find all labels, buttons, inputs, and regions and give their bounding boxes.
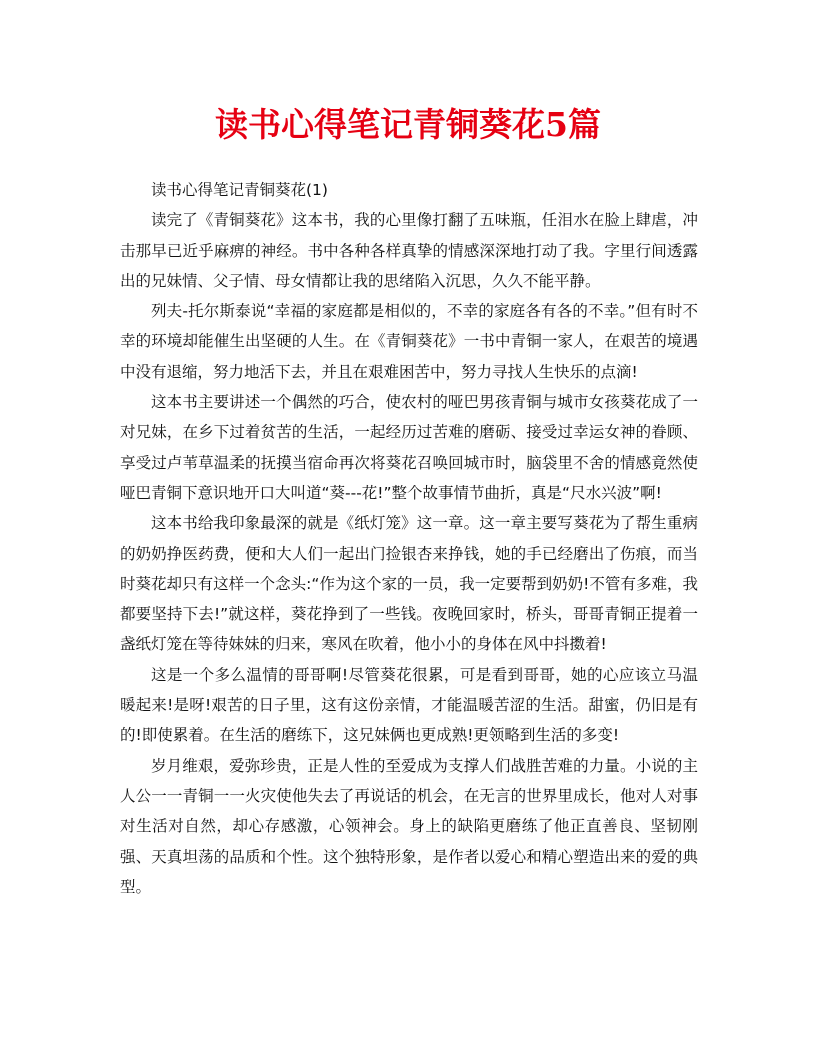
- document-body: [120, 175, 698, 902]
- paragraph-2: 列夫-托尔斯泰说“幸福的家庭都是相似的，不幸的家庭各有各的不幸。”但有时不幸的环境却能催生出坚硬的人生。在《青铜葵花》一书中青铜一家人，在艰苦的境遇中没有退缩，努力地活下去，并且在艰难困苦中，努力寻找人生快乐的点滴!: [120, 302, 698, 381]
- paragraph-5: 这是一个多么温情的哥哥啊!尽管葵花很累，可是看到哥哥，她的心应该立马温暖起来!是呀!艰苦的日子里，这有这份亲情，才能温暖苦涩的生活。甜蜜，仍旧是有的!即使累着。在生活的磨练下，这兄妹俩也更成熟!更领略到生活的多变!: [120, 665, 698, 745]
- paragraph-6: 岁月维艰，爱弥珍贵，正是人性的至爱成为支撑人们战胜苦难的力量。小说的主人公一一青铜一一火灾使他失去了再说话的机会，在无言的世界里成长，他对人对事对生活对自然，却心存感激，心领神会。身上的缺陷更磨练了他正直善良、坚韧刚强、天真坦荡的品质和个性。这个独特形象，是作者以爱心和精心塑造出来的爱的典型。: [120, 756, 698, 896]
- section-subtitle: 读书心得笔记青铜葵花(1): [151, 181, 328, 199]
- paragraph-3: 这本书主要讲述一个偶然的巧合，使农村的哑巴男孩青铜与城市女孩葵花成了一对兄妹，在乡下过着贫苦的生活，一起经历过苦难的磨砺、接受过幸运女神的眷顾、享受过卢苇草温柔的抚摸当宿命再次将葵花召唤回城市时，脑袋里不舍的情感竟然使哑巴青铜下意识地开口大叫道“葵---花!”整个故事情节曲折，真是“尺水兴波”啊!: [120, 393, 698, 502]
- paragraph-4: 这本书给我印象最深的就是《纸灯笼》这一章。这一章主要写葵花为了帮生重病的奶奶挣医药费，便和大人们一起出门捡银杏来挣钱，她的手已经磨出了伤痕，而当时葵花却只有这样一个念头:“作为这个家的一员，我一定要帮到奶奶!不管有多难，我都要坚持下去!”就这样，葵花挣到了一些钱。夜晚回家时，桥头，哥哥青铜正提着一盏纸灯笼在等待妹妹的归来，寒风在吹着，他小小的身体在风中抖擞着!: [120, 514, 698, 654]
- paragraph-1: 读完了《青铜葵花》这本书，我的心里像打翻了五味瓶，任泪水在脸上肆虐，冲击那早已近乎麻痹的神经。书中各种各样真挚的情感深深地打动了我。字里行间透露出的兄妹情、父子情、母女情都让我的思绪陷入沉思，久久不能平静。: [120, 211, 698, 290]
- document-title: 读书心得笔记青铜葵花5篇: [215, 105, 601, 144]
